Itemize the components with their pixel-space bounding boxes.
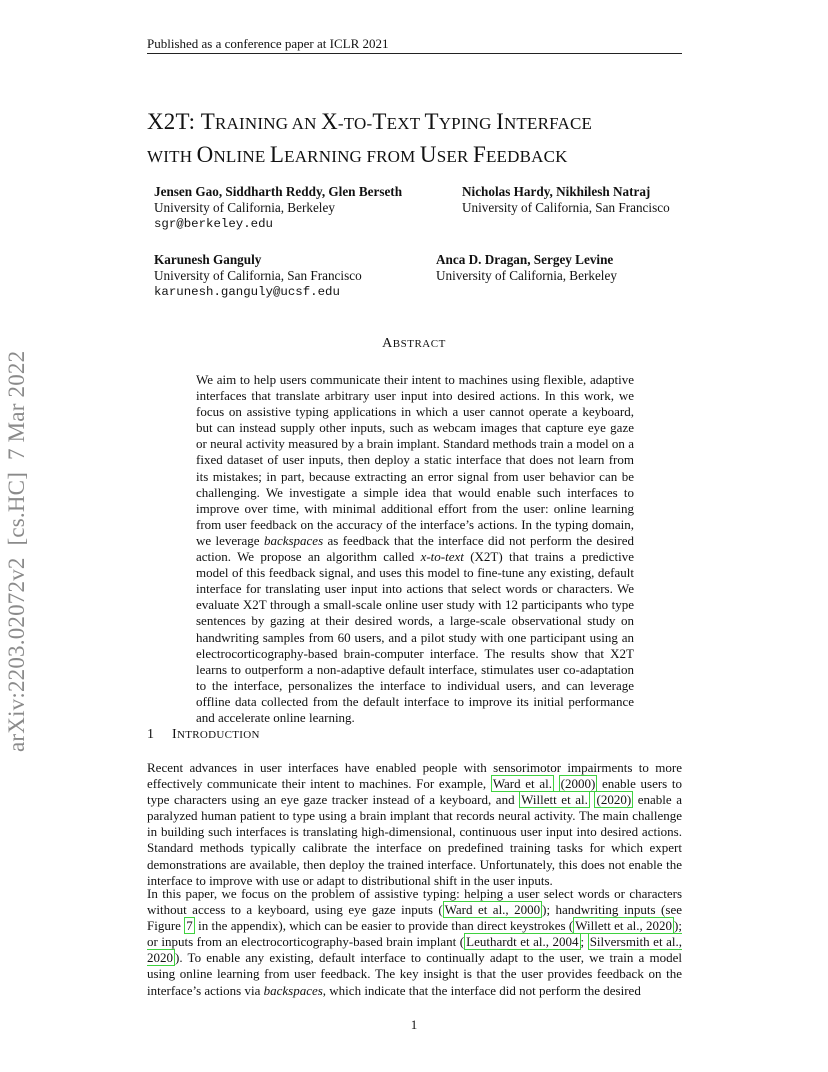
title-part: L (269, 142, 285, 167)
title-part: RAINING AN (215, 114, 322, 133)
title-part: U (419, 142, 437, 167)
intro-paragraph-2 (147, 886, 682, 999)
author-affiliation: University of California, San Francisco (154, 268, 362, 283)
author-names: Anca D. Dragan, Sergey Levine (436, 252, 614, 267)
body-text: In this paper, we focus on the problem of assistive typing: helping a user select words or characters without access to a keyboard, using eye gaze inputs ( (147, 886, 682, 918)
page-number: 1 (410, 1017, 418, 1032)
title-part: EXT (386, 114, 425, 133)
body-text: ); handwriting inputs (see Figure (147, 902, 682, 934)
author-block (462, 184, 670, 216)
author-block (154, 252, 362, 300)
title-part: -TO- (337, 114, 373, 133)
title-part: O (196, 142, 214, 167)
figure-link[interactable]: 7 (186, 918, 193, 934)
title-part: NLINE (213, 147, 270, 166)
title-line-1 (147, 106, 707, 139)
title-part: X2T: T (147, 109, 215, 134)
author-names: Karunesh Ganguly (154, 252, 262, 267)
intro-paragraph-1 (147, 760, 682, 889)
author-affiliation: University of California, San Francisco (462, 200, 670, 215)
abstract-text: We aim to help users communicate their intent to machines using flexible, adaptive interfaces that translate arbitrary user input into desired actions. In this work, we focus on assistive typing applications in which a user cannot operate a keyboard, but can instead supply other inputs, such as webcam images that capture eye gaze or neural activity measured by a brain implant. Standard methods train a model on a fixed dataset of user inputs, then deploy a static interface that does not learn from its mistakes; in part, because extracting an error signal from user behavior can be challenging. We investigate a simple idea that would enable such interfaces to improve over time, with minimal additional effort from the user: online learning from user feedback on the accuracy of the interface’s actions. In the typing domain, we leverage (196, 372, 634, 548)
paper-title (147, 106, 707, 172)
body-text: ). To enable any existing, default interface to continually adapt to the user, we train a model using online learning from user feedback. The key insight is that the user provides feedback on the interface’s actions via (147, 950, 682, 998)
author-email[interactable]: sgr@berkeley.edu (154, 217, 273, 231)
author-block (436, 252, 617, 284)
section-title-initial: I (172, 727, 177, 742)
title-part: I (496, 109, 504, 134)
title-part: WITH (147, 147, 197, 166)
title-part: F (472, 142, 486, 167)
abstract-text: as feedback that the interface did not perform the desired action. We propose an algorithm called (196, 532, 634, 565)
section-number: 1 (147, 727, 155, 742)
body-text: Recent advances in user interfaces have enabled people with sensorimotor impairments to more effectively communicate their intent to machines. For example, (147, 760, 682, 792)
citation-link[interactable]: Willett et al., 2020 (575, 918, 673, 934)
citation-link[interactable]: Ward et al. (492, 776, 552, 792)
abstract-emphasis: backspaces (263, 532, 324, 548)
citation-link[interactable]: (2000) (560, 776, 596, 792)
body-text: in the appendix), which can be easier to provide than direct keystrokes ( (194, 918, 574, 934)
body-emphasis: backspaces (263, 982, 323, 998)
title-part: EEDBACK (485, 147, 568, 166)
body-text: ); or inputs from an electrocorticography-based brain implant ( (147, 918, 682, 950)
title-part: EARNING FROM (284, 147, 420, 166)
author-names: Jensen Gao, Siddharth Reddy, Glen Berseth (154, 184, 403, 199)
header-rule (147, 53, 682, 54)
arxiv-identifier[interactable]: arXiv:2203.02072v2 [cs.HC] 7 Mar 2022 (4, 350, 29, 752)
body-text: , which indicate that the interface did not perform the desired (322, 982, 641, 998)
title-part: X (321, 109, 338, 134)
body-text: enable a paralyzed human patient to type using a brain implant that records neural activity. The main challenge in building such interfaces is translating high-dimensional, continuous user input into desired actions. Standard methods typically calibrate the interface on predefined training tasks for which expert demonstrations are available, then deploy the trained interface. Unfortunately, this does not enable the interface to improve with use or adapt to distributional shift in the user inputs. (147, 792, 682, 888)
author-affiliation: University of California, Berkeley (436, 268, 617, 283)
title-part: SER (436, 147, 473, 166)
citation-link[interactable]: (2020) (596, 792, 632, 808)
title-part: YPING (438, 114, 497, 133)
citation-link[interactable]: Ward et al., 2000 (444, 902, 541, 918)
body-text (554, 776, 559, 791)
author-affiliation: University of California, Berkeley (154, 200, 335, 215)
title-line-2 (147, 139, 707, 172)
abstract-heading (0, 336, 828, 352)
author-names: Nicholas Hardy, Nikhilesh Natraj (462, 184, 651, 199)
heading-rest: BSTRACT (392, 338, 446, 350)
citation-link[interactable]: Willett et al. (521, 792, 588, 808)
heading-initial: A (382, 336, 393, 351)
title-part: T (372, 109, 387, 134)
title-part: T (424, 109, 439, 134)
title-part: NTERFACE (503, 114, 593, 133)
body-text: ; (580, 934, 588, 950)
section-title-rest: NTRODUCTION (176, 729, 260, 741)
running-header: Published as a conference paper at ICLR 2021 (147, 36, 389, 51)
abstract-text: (X2T) that trains a predictive model of this feedback signal, and uses this model to fine-tune any existing, default interface for translating user input into actions that select words or characters. We evaluate X2T through a small-scale online user study with 12 participants who type sentences by gazing at their desired words, a large-scale observational study on handwriting samples from 60 users, and a pilot study with one participant using an electrocorticography-based brain-computer interface. The results show that X2T learns to outperform a non-adaptive default interface, stimulates user co-adaptation to the interface, personalizes the interface to individual users, and can leverage offline data collected from the default interface to improve its initial performance and accelerate online learning. (196, 549, 634, 725)
abstract-emphasis: x-to-text (420, 549, 464, 565)
citation-link[interactable]: Silversmith et al., 2020 (147, 934, 682, 966)
citation-link[interactable]: Leuthardt et al., 2004 (466, 934, 579, 950)
body-text: enable users to type characters using an eye gaze tracker instead of a keyboard, and (147, 776, 683, 808)
section-heading (147, 727, 260, 743)
author-block (154, 184, 402, 232)
abstract-body (196, 372, 634, 726)
author-email[interactable]: karunesh.ganguly@ucsf.edu (154, 285, 340, 299)
